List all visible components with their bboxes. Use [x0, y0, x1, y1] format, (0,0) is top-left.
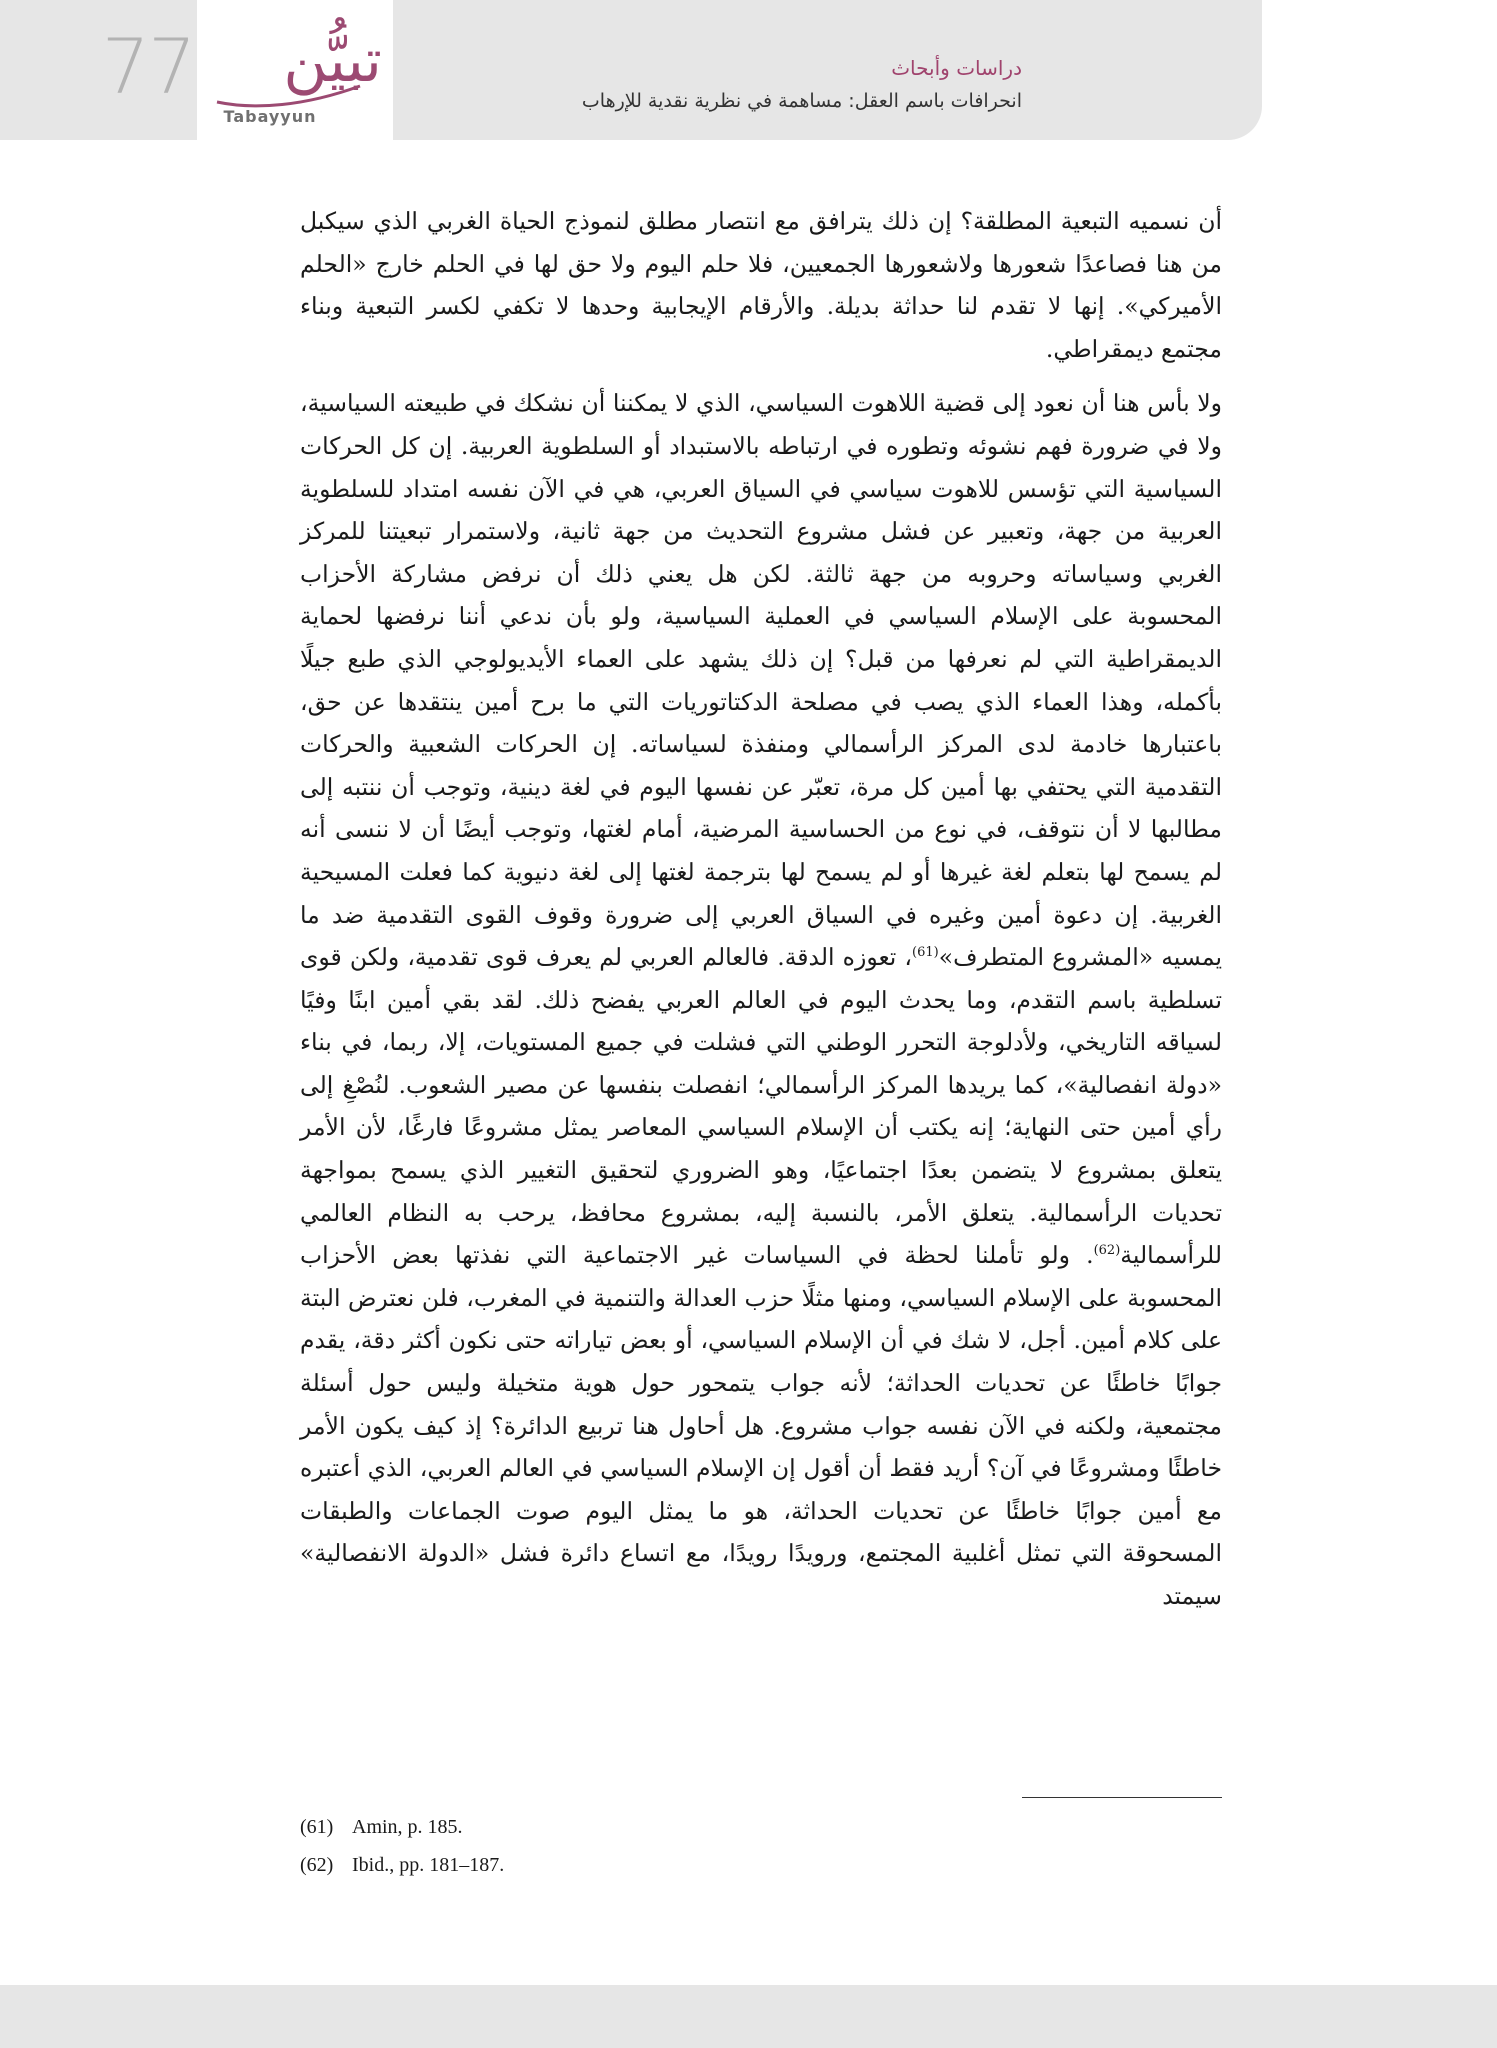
footnote-ref-62[interactable]: (62): [1093, 1243, 1121, 1259]
footnote-number: (62): [300, 1854, 334, 1876]
footnote-item: [300, 1808, 900, 1846]
footnote-item: [300, 1846, 900, 1884]
footnote-text: Amin, p. 185.: [352, 1816, 463, 1838]
paragraph-2-part-a: ولا بأس هنا أن نعود إلى قضية اللاهوت السياسي، الذي لا يمكننا أن نشكك في طبيعته السياسية، ولا في ضرورة فهم نشوئه وتطوره في ارتباطه بالاستبداد أو السلطوية العربية. إن كل الحركات السياسية التي تؤسس للاهوت سياسي في السياق العربي، هي في الآن نفسه امتداد للسلطوية العربية من جهة، وتعبير عن فشل مشروع التحديث من جهة ثانية، ولاستمرار تبعيتنا للمركز الغربي وسياساته وحروبه من جهة ثالثة. لكن هل يعني ذلك أن نرفض مشاركة الأحزاب المحسوبة على الإسلام السياسي في العملية السياسية، ولو بأن ندعي أننا نرفضها لحماية الديمقراطية التي لم نعرفها من قبل؟ إن ذلك يشهد على العماء الأيديولوجي الذي طبع جيلًا بأكمله، وهذا العماء الذي يصب في مصلحة الدكتاتوريات التي ما برح أمين ينتقدها عن حق، باعتبارها خادمة لدى المركز الرأسمالي ومنفذة لسياساته. إن الحركات الشعبية والحركات التقدمية التي يحتفي بها أمين كل مرة، تعبّر عن نفسها اليوم في لغة دينية، وتوجب أن ننتبه إلى مطالبها لا أن نتوقف، في نوع من الحساسية المرضية، أمام لغتها، وتوجب أيضًا أن لا ننسى أنه لم يسمح لها بتعلم لغة غيرها أو لم يسمح لها بترجمة لغتها إلى لغة دنيوية كما فعلت المسيحية الغربية. إن دعوة أمين وغيره في السياق العربي إلى ضرورة وقوف القوى التقدمية ضد ما يمسيه «المشروع المتطرف»: [300, 389, 1223, 972]
footnote-number: (61): [300, 1816, 334, 1838]
page-footer-band: [0, 1985, 1497, 2048]
footnote-rule: [1022, 1797, 1222, 1798]
paragraph-2: [300, 382, 1222, 1617]
footnotes: [300, 1808, 900, 1884]
page-number: 77: [101, 22, 195, 111]
logo-latin-text: Tabayyun: [223, 107, 317, 126]
article-title: انحرافات باسم العقل: مساهمة في نظرية نقدية للإرهاب: [581, 90, 1022, 112]
paragraph-2-part-c: . ولو تأملنا لحظة في السياسات غير الاجتماعية التي نفذتها بعض الأحزاب المحسوبة على الإسلام السياسي، ومنها مثلًا حزب العدالة والتنمية في المغرب، فلن نعترض البتة على كلام أمين. أجل، لا شك في أن الإسلام السياسي، أو بعض تياراته حتى نكون أكثر دقة، يقدم جوابًا خاطئًا عن تحديات الحداثة؛ لأنه جواب يتمحور حول هوية متخيلة وليس حول أسئلة مجتمعية، ولكنه في الآن نفسه جواب مشروع. هل أحاول هنا تربيع الدائرة؟ إذ كيف يكون الأمر خاطئًا ومشروعًا في آن؟ أريد فقط أن أقول إن الإسلام السياسي في العالم العربي، الذي أعتبره مع أمين جوابًا خاطئًا عن تحديات الحداثة، هو ما يمثل اليوم صوت الجماعات والطبقات المسحوقة التي تمثل أغلبية المجتمع، ورويدًا رويدًا، مع اتساع دائرة فشل «الدولة الانفصالية» سيمتد: [300, 1241, 1222, 1610]
footnote-ref-61[interactable]: (61): [912, 945, 939, 961]
section-label: دراسات وأبحاث: [891, 56, 1022, 80]
page-header: [0, 0, 1262, 140]
footnote-text: Ibid., pp. 181–187.: [352, 1854, 505, 1876]
paragraph-1: أن نسميه التبعية المطلقة؟ إن ذلك يترافق مع انتصار مطلق لنموذج الحياة الغربي الذي سيكبل من هنا فصاعدًا شعورها ولاشعورها الجمعيين، فلا حلم اليوم ولا حق لها في الحلم خارج «الحلم الأميركي». إنها لا تقدم لنا حداثة بديلة. والأرقام الإيجابية وحدها لا تكفي لكسر التبعية وبناء مجتمع ديمقراطي.: [300, 207, 1222, 363]
article-body: [300, 200, 1222, 1630]
logo-arabic-text: تبيُّن: [283, 26, 382, 96]
paragraph-2-part-b: ، تعوزه الدقة. فالعالم العربي لم يعرف قوى تقدمية، ولكن قوى تسلطية باسم التقدم، وما يحدث اليوم في العالم العربي يفضح ذلك. لقد بقي أمين ابنًا وفيًا لسياقه التاريخي، ولأدلوجة التحرر الوطني التي فشلت في جميع المستويات، إلا، ربما، في بناء «دولة انفصالية»، كما يريدها المركز الرأسمالي؛ انفصلت بنفسها عن مصير الشعوب. لنُصْغِ إلى رأي أمين حتى النهاية؛ إنه يكتب أن الإسلام السياسي المعاصر يمثل مشروعًا فارغًا، لأن الأمر يتعلق بمشروع لا يتضمن بعدًا اجتماعيًا، وهو الضروري لتحقيق التغيير الذي يسمح بمواجهة تحديات الرأسمالية. يتعلق الأمر، بالنسبة إليه، بمشروع محافظ، يرحب به النظام العالمي للرأسمالية: [300, 943, 1222, 1270]
